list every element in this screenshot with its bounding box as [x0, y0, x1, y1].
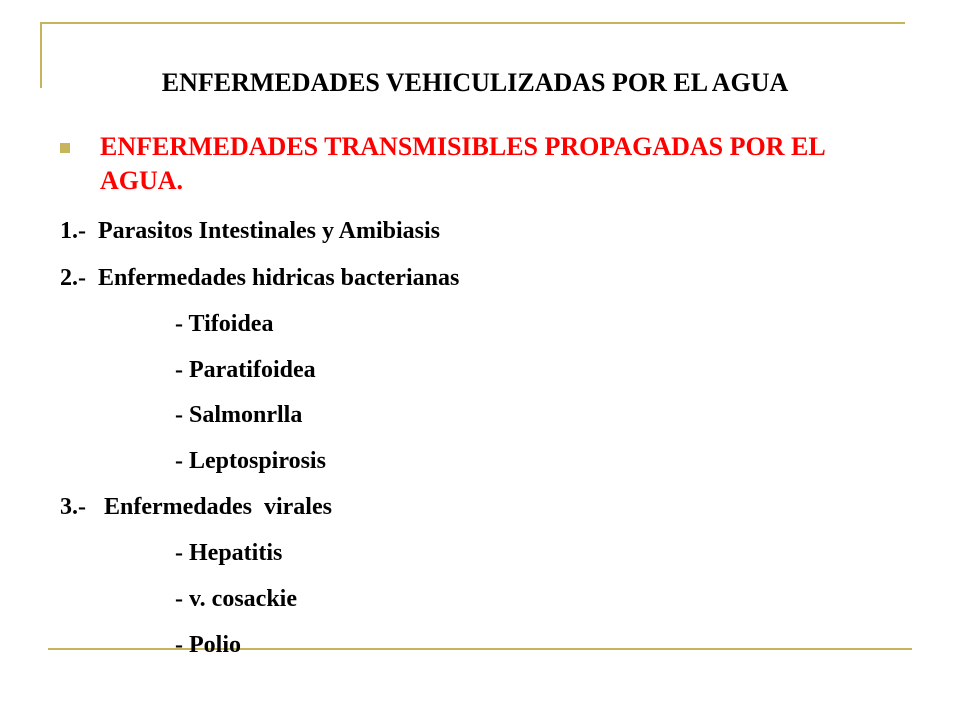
list-item-parasitos: 1.- Parasitos Intestinales y Amibiasis: [60, 218, 441, 244]
sub-item-hepatitis: - Hepatitis: [175, 540, 283, 566]
sub-item-tifoidea: - Tifoidea: [175, 311, 274, 337]
list-item-virales: 3.- Enfermedades virales: [60, 494, 332, 520]
frame-top-rule: [40, 22, 905, 24]
square-bullet-icon: [60, 143, 70, 153]
sub-item-salmonrlla: - Salmonrlla: [175, 402, 303, 428]
list-item-bacterianas: 2.- Enfermedades hidricas bacterianas: [60, 265, 460, 291]
slide-title: ENFERMEDADES VEHICULIZADAS POR EL AGUA: [161, 68, 789, 97]
sub-item-paratifoidea: - Paratifoidea: [175, 357, 316, 383]
sub-item-polio: - Polio: [175, 632, 241, 658]
bullet-heading: ENFERMEDADES TRANSMISIBLES PROPAGADAS POR EL AGUA.: [100, 132, 825, 195]
sub-item-leptospirosis: - Leptospirosis: [175, 448, 326, 474]
sub-item-cosackie: - v. cosackie: [175, 586, 297, 612]
